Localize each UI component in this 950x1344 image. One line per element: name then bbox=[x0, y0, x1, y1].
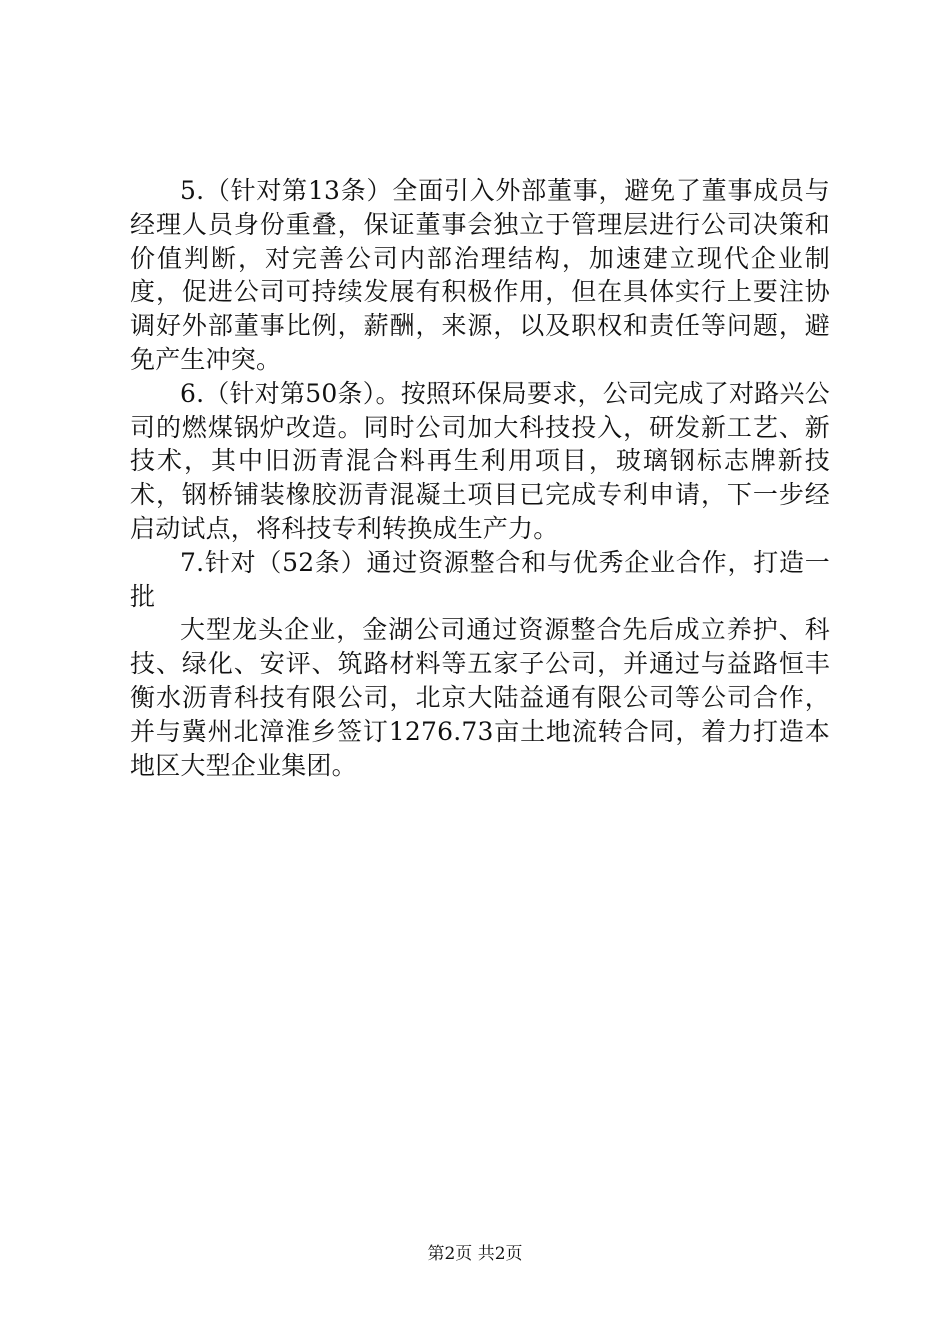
paragraph-item-6: 6.（针对第50条）。按照环保局要求，公司完成了对路兴公司的燃煤锅炉改造。同时公司加大科技投入，研发新工艺、新技术，其中旧沥青混合料再生利用项目，玻璃钢标志牌新技术，钢桥铺装橡胶沥青混凝土项目已完成专利申请，下一步经启动试点，将科技专利转换成生产力。 bbox=[130, 378, 830, 543]
paragraph-item-7-continued: 大型龙头企业，金湖公司通过资源整合先后成立养护、科技、绿化、安评、筑路材料等五家子公司，并通过与益路恒丰衡水沥青科技有限公司，北京大陆益通有限公司等公司合作，并与冀州北漳淮乡签订1276.73亩土地流转合同，着力打造本地区大型企业集团。 bbox=[130, 615, 830, 780]
paragraph-item-7: 7.针对（52条）通过资源整合和与优秀企业合作，打造一批 bbox=[130, 547, 830, 611]
page-footer: 第2页 共2页 bbox=[427, 1244, 523, 1264]
paragraph-item-5: 5.（针对第13条）全面引入外部董事，避免了董事成员与经理人员身份重叠，保证董事会独立于管理层进行公司决策和价值判断，对完善公司内部治理结构，加速建立现代企业制度，促进公司可持续发展有积极作用，但在具体实行上要注协调好外部董事比例，薪酬，来源，以及职权和责任等问题，避免产生冲突。 bbox=[130, 176, 830, 374]
document-body bbox=[130, 174, 830, 782]
